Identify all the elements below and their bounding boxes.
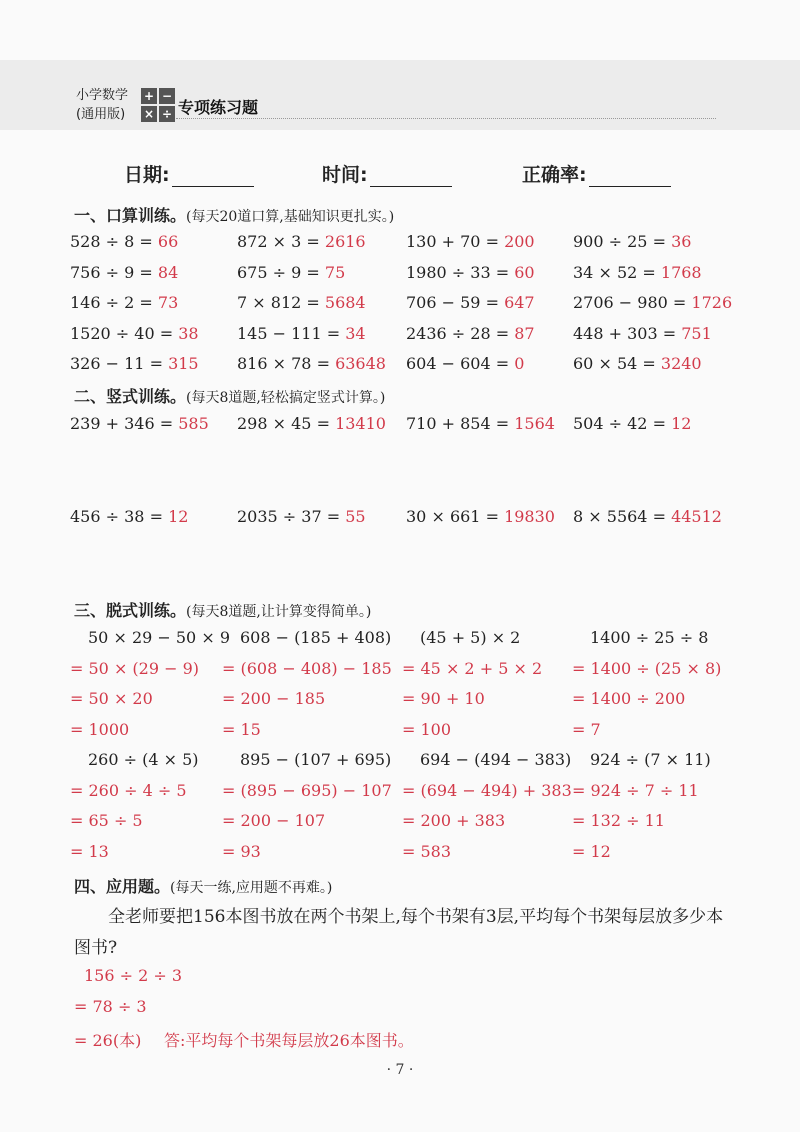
equation-answer: 13410 bbox=[335, 414, 386, 433]
detach-step: = 1400 ÷ (25 × 8) bbox=[572, 658, 722, 678]
equation bbox=[573, 354, 702, 373]
equation-question: 130 + 70 = bbox=[406, 232, 499, 251]
detach-question: 924 ÷ (7 × 11) bbox=[590, 750, 711, 769]
detach-question: 895 − (107 + 695) bbox=[240, 750, 392, 769]
equation bbox=[573, 293, 732, 312]
equation bbox=[406, 263, 535, 282]
time-label: 时间: bbox=[322, 164, 368, 186]
word-step-1: 156 ÷ 2 ÷ 3 bbox=[84, 966, 183, 985]
equation bbox=[70, 354, 199, 373]
equation-answer: 66 bbox=[157, 232, 179, 251]
detach-question: 1400 ÷ 25 ÷ 8 bbox=[590, 628, 709, 647]
equation-answer: 36 bbox=[671, 232, 692, 251]
equation-answer: 0 bbox=[514, 354, 525, 373]
equation-question: 604 − 604 = bbox=[406, 354, 510, 373]
word-problem-text: 全老师要把156本图书放在两个书架上,每个书架有3层,平均每个书架每层放多少本图书? bbox=[74, 907, 724, 958]
detach-step: = 200 − 185 bbox=[222, 689, 326, 708]
detach-step: = (895 − 695) − 107 bbox=[222, 780, 392, 800]
equation-question: 675 ÷ 9 = bbox=[237, 262, 320, 282]
section-detach-note: (每天8道题,让计算变得简单。) bbox=[186, 604, 372, 620]
accuracy-label: 正确率: bbox=[522, 164, 587, 186]
section-word-heading: 四、应用题。 bbox=[74, 877, 171, 896]
equation-answer: 5684 bbox=[324, 293, 366, 312]
equation-answer: 12 bbox=[168, 507, 189, 526]
section-word-note: (每天一练,应用题不再难。) bbox=[170, 880, 333, 896]
equation-answer: 73 bbox=[157, 293, 179, 312]
plus-icon: + bbox=[141, 88, 157, 104]
equation-answer: 87 bbox=[514, 323, 535, 343]
detach-step: = 924 ÷ 7 ÷ 11 bbox=[572, 780, 699, 800]
detach-step: = 200 − 107 bbox=[222, 811, 326, 830]
equation-question: 900 ÷ 25 = bbox=[573, 232, 666, 251]
equation bbox=[237, 354, 386, 373]
detach-step: = 93 bbox=[222, 841, 261, 861]
detach-step: = 132 ÷ 11 bbox=[572, 811, 665, 830]
detach-step: = 65 ÷ 5 bbox=[70, 811, 143, 830]
detach-step: = (608 − 408) − 185 bbox=[222, 658, 392, 678]
equation-answer: 315 bbox=[168, 354, 199, 373]
equation-question: 504 ÷ 42 = bbox=[573, 414, 666, 433]
time-blank bbox=[370, 167, 452, 187]
detach-step: = 50 × 20 bbox=[70, 689, 153, 708]
detach-question: 694 − (494 − 383) bbox=[420, 750, 572, 769]
detach-step: = 1400 ÷ 200 bbox=[572, 689, 686, 708]
detach-step: = 15 bbox=[222, 719, 261, 739]
section-word-title bbox=[74, 874, 332, 897]
equation bbox=[406, 507, 555, 526]
math-ops-logo bbox=[141, 88, 175, 122]
divide-icon: ÷ bbox=[159, 106, 175, 122]
equation bbox=[237, 263, 345, 282]
equation-answer: 200 bbox=[504, 232, 535, 251]
detach-step: = 100 bbox=[402, 719, 452, 739]
equation bbox=[573, 324, 712, 343]
equation-question: 710 + 854 = bbox=[406, 414, 510, 433]
equation bbox=[406, 293, 535, 312]
equation-answer: 647 bbox=[504, 293, 535, 312]
detach-step: = 260 ÷ 4 ÷ 5 bbox=[70, 780, 187, 800]
section-oral-note: (每天20道口算,基础知识更扎实。) bbox=[186, 209, 395, 225]
equation bbox=[237, 232, 366, 251]
equation-question: 326 − 11 = bbox=[70, 354, 163, 373]
equation-question: 1520 ÷ 40 = bbox=[70, 323, 174, 343]
detach-step: = 12 bbox=[572, 841, 611, 861]
equation bbox=[237, 414, 386, 433]
section-oral-heading: 一、口算训练。 bbox=[74, 206, 187, 225]
equation-question: 8 × 5564 = bbox=[573, 507, 666, 526]
equation-question: 145 − 111 = bbox=[237, 323, 341, 343]
section-detach-heading: 三、脱式训练。 bbox=[74, 601, 187, 620]
equation-question: 756 ÷ 9 = bbox=[70, 262, 153, 282]
times-icon: × bbox=[141, 106, 157, 122]
detach-question: 50 × 29 − 50 × 9 bbox=[88, 628, 230, 647]
detach-step: = 13 bbox=[70, 841, 109, 861]
equation-answer: 12 bbox=[671, 414, 692, 433]
section-vertical-heading: 二、竖式训练。 bbox=[74, 387, 187, 406]
date-blank bbox=[172, 167, 254, 187]
equation-answer: 585 bbox=[178, 414, 209, 433]
brand-line2: (通用版) bbox=[76, 107, 126, 122]
date-field bbox=[124, 160, 254, 187]
section-oral-title bbox=[74, 203, 394, 226]
meta-row bbox=[0, 160, 800, 190]
equation bbox=[70, 293, 178, 312]
detach-step: = 7 bbox=[572, 719, 601, 739]
equation-question: 528 ÷ 8 = bbox=[70, 232, 153, 251]
equation bbox=[573, 414, 691, 433]
detach-question: 260 ÷ (4 × 5) bbox=[88, 750, 199, 769]
equation bbox=[237, 507, 366, 526]
detach-step: = 1000 bbox=[70, 719, 130, 739]
detach-step: = (694 − 494) + 383 bbox=[402, 780, 572, 800]
detach-step: = 45 × 2 + 5 × 2 bbox=[402, 658, 543, 678]
equation bbox=[237, 293, 366, 312]
equation-question: 816 × 78 = bbox=[237, 354, 330, 373]
equation-answer: 1726 bbox=[691, 293, 733, 312]
page-number: · 7 · bbox=[386, 1062, 414, 1078]
accuracy-field bbox=[522, 160, 671, 187]
equation-question: 456 ÷ 38 = bbox=[70, 507, 163, 526]
equation bbox=[573, 232, 691, 251]
equation bbox=[406, 414, 555, 433]
detach-step: = 583 bbox=[402, 841, 452, 861]
equation-question: 2706 − 980 = bbox=[573, 293, 687, 312]
header-divider bbox=[176, 118, 716, 119]
section-vertical-note: (每天8道题,轻松搞定竖式计算。) bbox=[186, 390, 386, 406]
equation-question: 2035 ÷ 37 = bbox=[237, 507, 341, 526]
time-field bbox=[322, 160, 452, 187]
detach-step: = 200 + 383 bbox=[402, 811, 506, 830]
detach-question: (45 + 5) × 2 bbox=[420, 628, 521, 647]
equation-answer: 2616 bbox=[324, 232, 366, 251]
equation bbox=[237, 324, 366, 343]
equation-answer: 1768 bbox=[660, 262, 702, 282]
equation-question: 298 × 45 = bbox=[237, 414, 330, 433]
equation-question: 2436 ÷ 28 = bbox=[406, 323, 510, 343]
equation bbox=[406, 232, 535, 251]
equation bbox=[406, 354, 524, 373]
word-step-3: = 26(本) bbox=[74, 1031, 142, 1050]
brand-line1: 小学数学 bbox=[76, 88, 129, 103]
date-label: 日期: bbox=[124, 164, 170, 186]
equation-question: 706 − 59 = bbox=[406, 293, 499, 312]
equation-answer: 60 bbox=[514, 262, 535, 282]
equation-question: 1980 ÷ 33 = bbox=[406, 262, 510, 282]
detach-step: = 90 + 10 bbox=[402, 689, 485, 708]
equation bbox=[70, 324, 199, 343]
equation-answer: 63648 bbox=[335, 354, 386, 373]
equation-answer: 38 bbox=[178, 323, 199, 343]
equation-question: 448 + 303 = bbox=[573, 323, 677, 343]
equation-question: 34 × 52 = bbox=[573, 262, 656, 282]
equation-answer: 19830 bbox=[504, 507, 555, 526]
equation-answer: 75 bbox=[324, 262, 346, 282]
page-topic: 专项练习题 bbox=[178, 98, 259, 117]
word-answer: 答:平均每个书架每层放26本图书。 bbox=[164, 1031, 414, 1050]
section-detach-title bbox=[74, 598, 371, 621]
equation-answer: 34 bbox=[345, 323, 366, 343]
accuracy-blank bbox=[589, 167, 671, 187]
detach-question: 608 − (185 + 408) bbox=[240, 628, 392, 647]
equation-question: 239 + 346 = bbox=[70, 414, 174, 433]
equation-question: 7 × 812 = bbox=[237, 293, 320, 312]
equation-question: 30 × 661 = bbox=[406, 507, 499, 526]
word-step-2: = 78 ÷ 3 bbox=[74, 997, 147, 1016]
equation bbox=[70, 507, 188, 526]
equation-answer: 55 bbox=[345, 507, 366, 526]
equation bbox=[573, 263, 702, 282]
section-vertical-title bbox=[74, 384, 385, 407]
detach-step: = 50 × (29 − 9) bbox=[70, 658, 200, 678]
equation-answer: 3240 bbox=[660, 354, 702, 373]
equation-answer: 751 bbox=[681, 323, 712, 343]
equation-answer: 1564 bbox=[514, 414, 555, 433]
equation-answer: 44512 bbox=[671, 507, 722, 526]
equation-question: 146 ÷ 2 = bbox=[70, 293, 153, 312]
equation-question: 60 × 54 = bbox=[573, 354, 656, 373]
equation bbox=[70, 414, 209, 433]
equation-answer: 84 bbox=[157, 262, 179, 282]
equation bbox=[406, 324, 535, 343]
equation bbox=[70, 263, 178, 282]
equation bbox=[70, 232, 178, 251]
equation-question: 872 × 3 = bbox=[237, 232, 320, 251]
minus-icon: − bbox=[159, 88, 175, 104]
equation bbox=[573, 507, 722, 526]
